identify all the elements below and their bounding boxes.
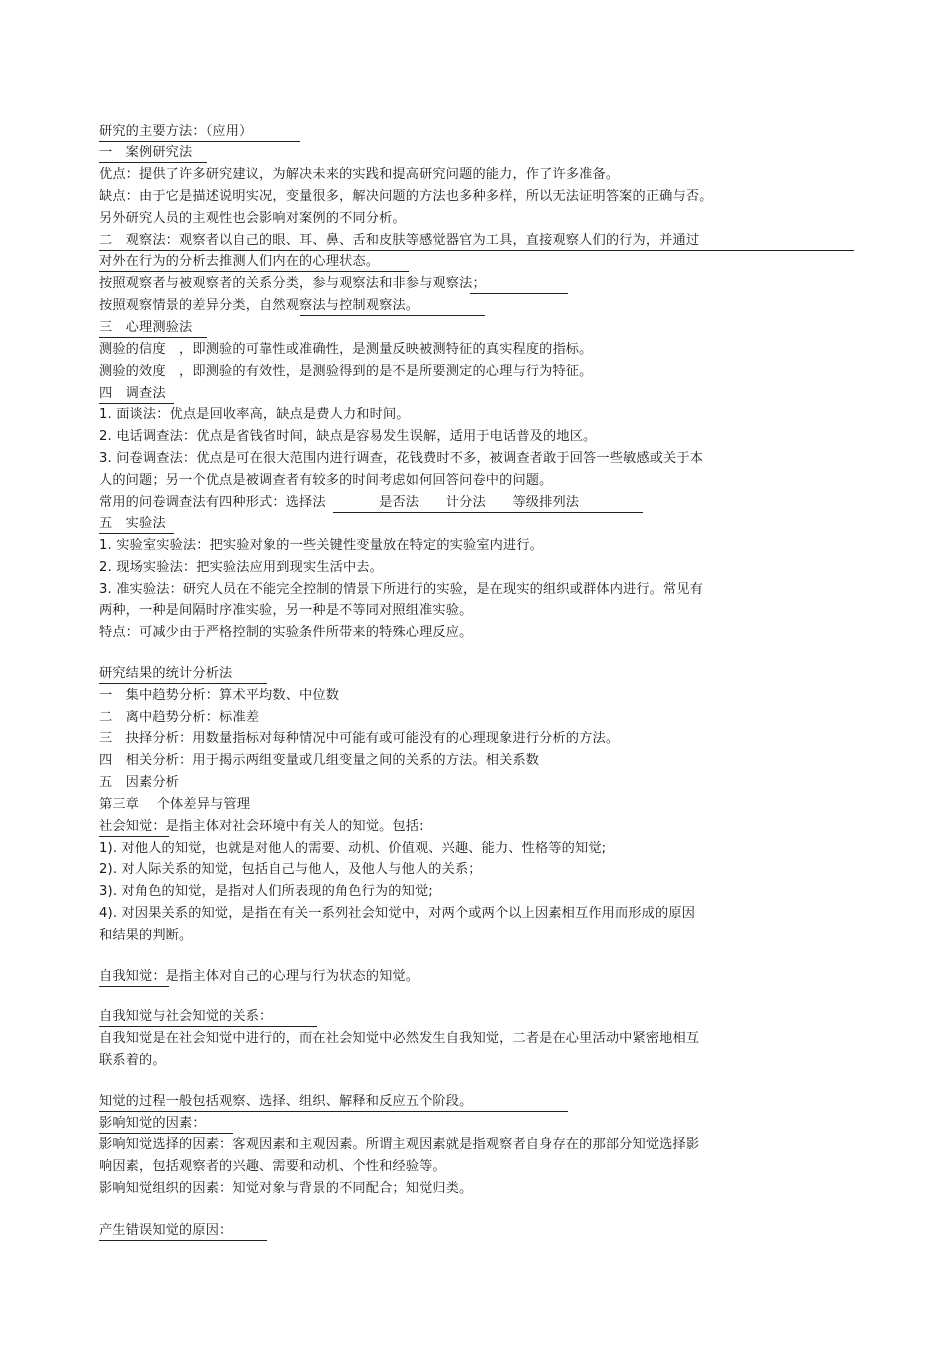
underline [470,293,568,294]
text-line: 自我知觉是在社会知觉中进行的，而在社会知觉中必然发生自我知觉，二者是在心里活动中紧密地相互 [99,1031,700,1046]
text-line: 二 离中趋势分析：标准差 [99,710,260,725]
underline [99,271,409,272]
text-line: 3. 问卷调查法：优点是可在很大范围内进行调查，花钱费时不多，被调查者敢于回答一些敏感或关于本 [99,451,704,466]
underline [99,1240,267,1241]
text-line: 常用的问卷调查法有四种形式：选择法 是否法 计分法 等级排列法 [99,495,580,510]
underline [99,1026,317,1027]
text-line: 影响知觉选择的因素：客观因素和主观因素。所谓主观因素就是指观察者自身存在的那部分知觉选择影 [99,1137,700,1152]
underline [333,512,643,513]
text-line: 测验的效度 ，即测验的有效性，是测验得到的是不是所要测定的心理与行为特征。 [99,364,593,379]
underline [99,533,174,534]
underline [300,315,485,316]
text-line: 4). 对因果关系的知觉，是指在有关一系列社会知觉中，对两个或两个以上因素相互作用而形成的原因 [99,906,696,921]
text-line: 响因素，包括观察者的兴趣、需要和动机、个性和经验等。 [99,1159,446,1174]
text-line: 一 集中趋势分析：算术平均数、中位数 [99,688,340,703]
underline [99,403,174,404]
text-line: 1. 实验室实验法：把实验对象的一些关键性变量放在特定的实验室内进行。 [99,538,544,553]
text-line: 四 相关分析：用于揭示两组变量或几组变量之间的关系的方法。相关系数 [99,753,540,768]
text-line: 2). 对人际关系的知觉，包括自己与他人，及他人与他人的关系； [99,862,482,877]
text-line: 自我知觉与社会知觉的关系： [99,1009,273,1024]
text-line: 3). 对角色的知觉，是指对人们所表现的角色行为的知觉; [99,884,433,899]
underline [99,986,169,987]
underline [99,141,300,142]
subheading-psych-test: 三 心理测验法 [99,320,193,335]
text-line: 两种，一种是间隔时序准实验，另一种是不等同对照组准实验。 [99,603,473,618]
text-line: 1). 对他人的知觉，也就是对他人的需要、动机、价值观、兴趣、能力、性格等的知觉; [99,841,607,856]
text-line: 三 抉择分析：用数量指标对每种情况中可能有或可能没有的心理现象进行分析的方法。 [99,731,620,746]
text-line: 人的问题；另一个优点是被调查者有较多的时间考虑如何回答问卷中的问题。 [99,473,553,488]
underline [99,1111,568,1112]
text-line: 和结果的判断。 [99,928,193,943]
text-line: 影响知觉组织的因素：知觉对象与背景的不同配合；知觉归类。 [99,1181,473,1196]
text-line: 按照观察者与被观察者的关系分类，参与观察法和非参与观察法； [99,276,486,291]
underline [99,683,267,684]
underline [99,250,854,251]
chapter-heading: 第三章 个体差异与管理 [99,797,251,812]
subheading-experiment: 五 实验法 [99,516,166,531]
text-line: 3. 准实验法：研究人员在不能完全控制的情景下所进行的实验，是在现实的组织或群体内进行。常见有 [99,582,704,597]
section-heading-research-methods: 研究的主要方法：（应用） [99,124,253,139]
text-line: 另外研究人员的主观性也会影响对案例的不同分析。 [99,211,406,226]
underline [99,337,207,338]
text-line: 联系着的。 [99,1053,166,1068]
underline [99,162,207,163]
text-line: 产生错误知觉的原因： [99,1223,233,1238]
text-line: 对外在行为的分析去推测人们内在的心理状态。 [99,254,380,269]
text-line: 缺点：由于它是描述说明实况，变量很多，解决问题的方法也多种多样，所以无法证明答案的正确与否。 [99,189,713,204]
text-line: 影响知觉的因素： [99,1116,206,1131]
text-line: 1. 面谈法：优点是回收率高，缺点是费人力和时间。 [99,407,410,422]
text-line: 特点：可减少由于严格控制的实验条件所带来的特殊心理反应。 [99,625,473,640]
subheading-case-study: 一 案例研究法 [99,145,193,160]
text-line: 五 因素分析 [99,775,180,790]
text-line: 按照观察情景的差异分类，自然观察法与控制观察法。 [99,298,420,313]
text-line: 优点：提供了许多研究建议，为解决未来的实践和提高研究问题的能力，作了许多准备。 [99,167,620,182]
text-line: 知觉的过程一般包括观察、选择、组织、解释和反应五个阶段。 [99,1094,473,1109]
underline [99,1133,233,1134]
text-line: 测验的信度 ，即测验的可靠性或准确性，是测量反映被测特征的真实程度的指标。 [99,342,593,357]
subheading-observation: 二 观察法：观察者以自己的眼、耳、鼻、舌和皮肤等感觉器官为工具，直接观察人们的行为，并通过 [99,233,700,248]
text-line: 2. 电话调查法：优点是省钱省时间，缺点是容易发生误解，适用于电话普及的地区。 [99,429,597,444]
text-line: 自我知觉：是指主体对自己的心理与行为状态的知觉。 [99,969,420,984]
text-line: 2. 现场实验法：把实验法应用到现实生活中去。 [99,560,383,575]
subheading-survey: 四 调查法 [99,386,166,401]
underline [99,836,169,837]
text-line: 社会知觉：是指主体对社会环境中有关人的知觉。包括: [99,819,424,834]
section-heading-statistics: 研究结果的统计分析法 [99,666,233,681]
